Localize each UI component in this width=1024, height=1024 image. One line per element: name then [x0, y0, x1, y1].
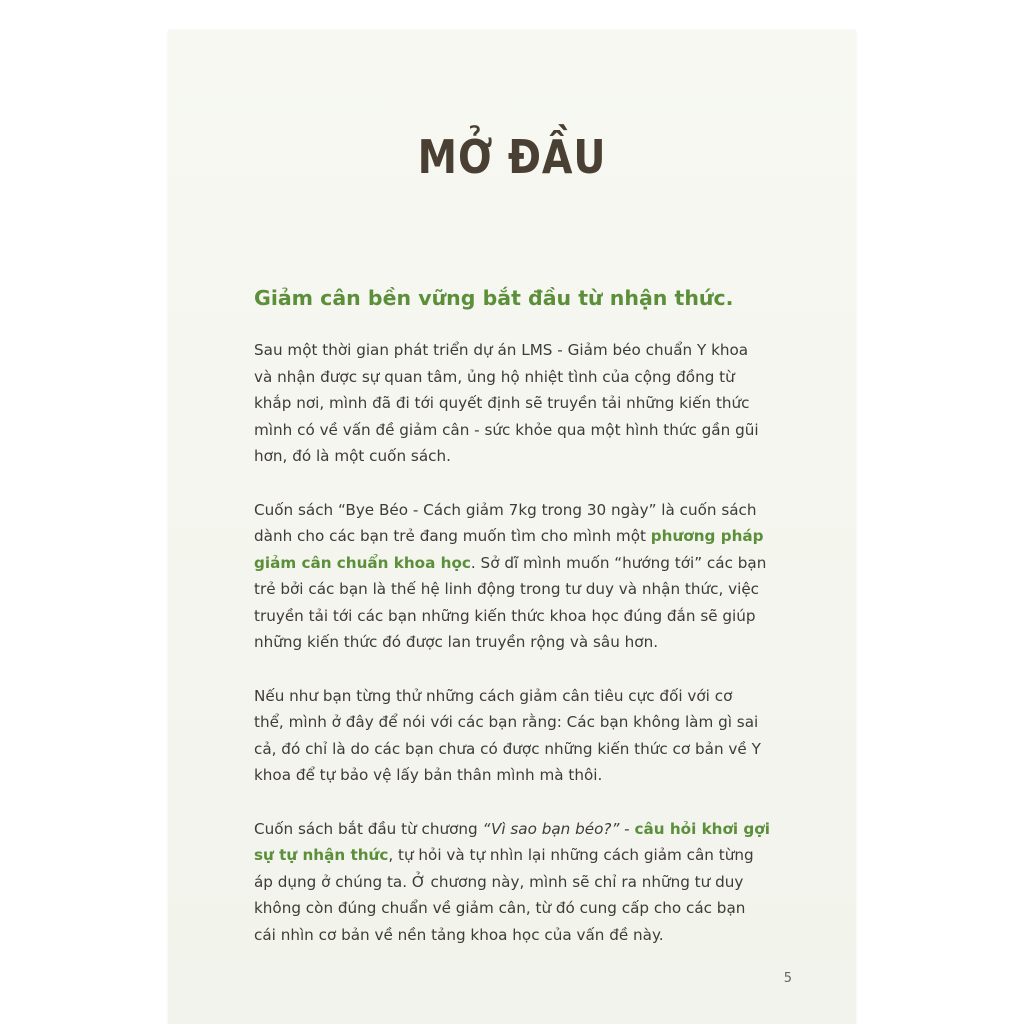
text-segment: Cuốn sách bắt đầu từ chương — [254, 819, 483, 838]
text-line: và nhận được sự quan tâm, ủng hộ nhiệt tình của cộng đồng từ — [254, 367, 735, 386]
text-line: cả, đó chỉ là do các bạn chưa có được những kiến thức cơ bản về Y — [254, 739, 761, 758]
paragraph-1 — [254, 337, 814, 470]
text-line: Nếu như bạn từng thử những cách giảm cân tiêu cực đối với cơ — [254, 686, 733, 705]
paragraph-4 — [254, 816, 814, 949]
highlight-phrase: câu hỏi khơi gợi — [634, 819, 770, 838]
text-line: khắp nơi, mình đã đi tới quyết định sẽ truyền tải những kiến thức — [254, 394, 750, 412]
text-segment: - — [619, 819, 635, 838]
highlight-phrase: sự tự nhận thức — [254, 846, 389, 864]
text-line: khoa để tự bảo vệ lấy bản thân mình mà thôi. — [254, 766, 603, 784]
highlight-phrase: phương pháp — [650, 527, 764, 545]
text-line: truyền tải tới các bạn những kiến thức khoa học đúng đắn sẽ giúp — [254, 606, 756, 625]
text-line — [254, 550, 814, 577]
text-segment: dành cho các bạn trẻ đang muốn tìm cho mình một — [254, 527, 651, 545]
text-line: không còn đúng chuẩn về giảm cân, từ đó cung cấp cho các bạn — [254, 899, 746, 917]
chapter-reference: “Vì sao bạn béo?” — [482, 819, 620, 838]
text-line — [254, 842, 814, 869]
text-line: Cuốn sách “Bye Béo - Cách giảm 7kg trong 30 ngày” là cuốn sách — [254, 500, 757, 519]
text-line — [254, 523, 814, 550]
section-subtitle: Giảm cân bền vững bắt đầu từ nhận thức. — [254, 286, 734, 310]
text-segment: . Sở dĩ mình muốn “hướng tới” các bạn — [470, 553, 767, 572]
text-line: những kiến thức đó được lan truyền rộng và sâu hơn. — [254, 633, 659, 651]
paragraph-3 — [254, 683, 814, 789]
paragraph-2 — [254, 497, 814, 656]
text-line: áp dụng ở chúng ta. Ở chương này, mình sẽ chỉ ra những tư duy — [254, 872, 744, 891]
chapter-title: MỞ ĐẦU — [417, 130, 607, 184]
text-line: trẻ bởi các bạn là thế hệ linh động trong tư duy và nhận thức, việc — [254, 580, 760, 598]
text-line: cái nhìn cơ bản về nền tảng khoa học của vấn đề này. — [254, 925, 664, 944]
text-segment: , tự hỏi và tự nhìn lại những cách giảm cân từng — [388, 846, 754, 864]
text-line: mình có về vấn đề giảm cân - sức khỏe qua một hình thức gần gũi — [254, 420, 759, 439]
text-line: hơn, đó là một cuốn sách. — [254, 447, 451, 465]
body-text — [254, 337, 814, 975]
text-line — [254, 816, 814, 843]
text-line: thể, mình ở đây để nói với các bạn rằng: Các bạn không làm gì sai — [254, 713, 759, 731]
text-line: Sau một thời gian phát triển dự án LMS - Giảm béo chuẩn Y khoa — [254, 341, 749, 359]
highlight-phrase: giảm cân chuẩn khoa học — [254, 553, 471, 572]
book-page — [168, 30, 856, 1024]
page-number: 5 — [783, 971, 792, 986]
